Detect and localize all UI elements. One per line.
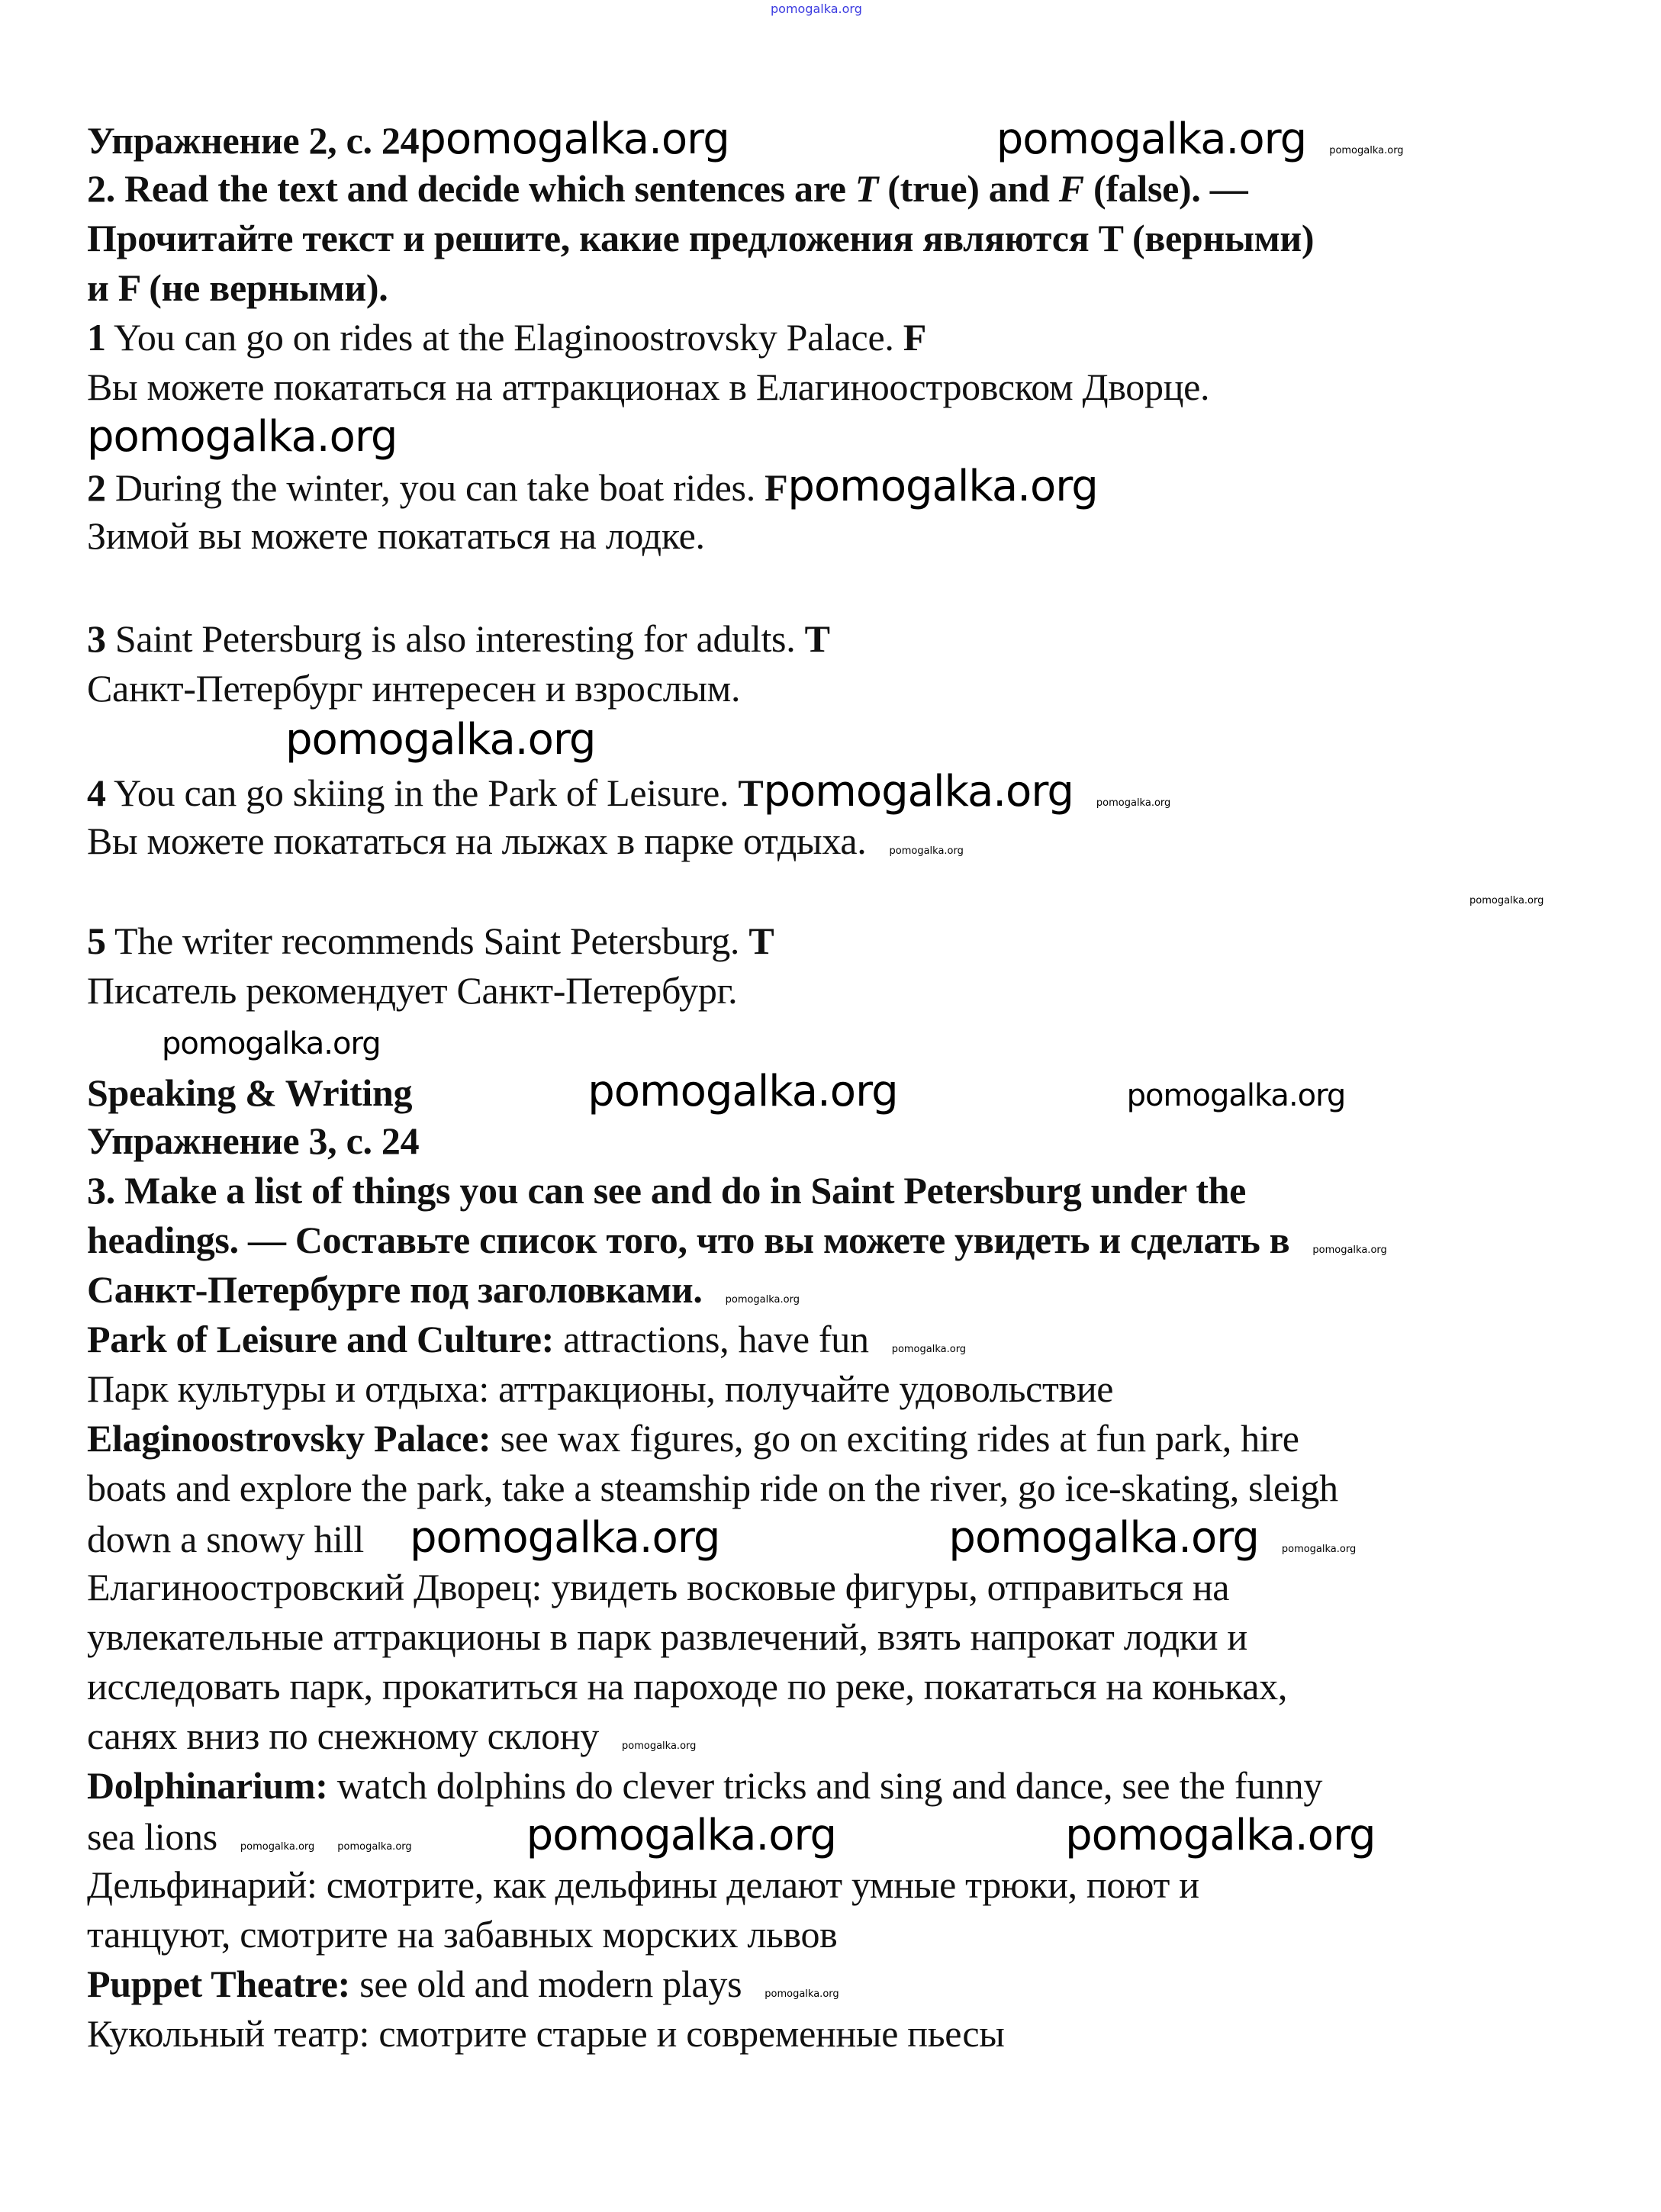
exercise-2-header: Упражнение 2, с. 24 bbox=[87, 119, 420, 162]
watermark-line bbox=[87, 412, 397, 462]
watermark-line bbox=[162, 1016, 381, 1066]
dolphinarium-translation: танцуют, смотрите на забавных морских львов bbox=[87, 1913, 838, 1956]
park-answer: Park of Leisure and Culture: attractions, have fun pomogalka.org bbox=[87, 1318, 967, 1360]
watermark: pomogalka.org bbox=[337, 1841, 412, 1853]
exercise-3-task: headings. — Составьте список того, что вы можете увидеть и сделать в pomogalka.org bbox=[87, 1219, 1387, 1261]
palace-translation: Елагиноостровский Дворец: увидеть восковые фигуры, отправиться на bbox=[87, 1566, 1230, 1608]
watermark: pomogalka.org bbox=[409, 1513, 720, 1563]
watermark: pomogalka.org bbox=[240, 1841, 315, 1853]
watermark: pomogalka.org bbox=[419, 114, 729, 164]
exercise-3-header: Упражнение 3, с. 24 bbox=[87, 1119, 420, 1162]
watermark: pomogalka.org bbox=[765, 1988, 839, 2000]
watermark: pomogalka.org bbox=[996, 114, 1307, 164]
statement-4-translation: Вы можете покататься на лыжах в парке отдыха. pomogalka.org bbox=[87, 819, 964, 862]
exercise-3-task: 3. Make a list of things you can see and do in Saint Petersburg under the bbox=[87, 1169, 1246, 1212]
watermark: pomogalka.org bbox=[587, 1067, 898, 1116]
watermark: pomogalka.org bbox=[725, 1294, 800, 1306]
statement-1: 1 You can go on rides at the Elaginoostrovsky Palace. F bbox=[87, 316, 926, 359]
statement-5: 5 The writer recommends Saint Petersburg. T bbox=[87, 919, 774, 962]
watermark: pomogalka.org bbox=[1329, 145, 1404, 156]
section-heading-line bbox=[87, 1067, 1345, 1116]
watermark: pomogalka.org bbox=[1096, 797, 1171, 809]
statement-4: 4 You can go skiing in the Park of Leisure. Tpomogalka.org pomogalka.org bbox=[87, 767, 1171, 816]
puppet-answer: Puppet Theatre: see old and modern plays pomogalka.org bbox=[87, 1962, 839, 2005]
watermark: pomogalka.org bbox=[622, 1740, 697, 1752]
dolphinarium-answer: Dolphinarium: watch dolphins do clever tricks and sing and dance, see the funny bbox=[87, 1764, 1323, 1807]
exercise-3-task: Санкт-Петербурге под заголовками. pomogalka.org bbox=[87, 1268, 800, 1311]
watermark: pomogalka.org bbox=[1469, 895, 1544, 906]
watermark: pomogalka.org bbox=[1312, 1244, 1387, 1256]
watermark: pomogalka.org bbox=[948, 1513, 1259, 1563]
dolphinarium-answer: sea lions pomogalka.org pomogalka.org pomogalka.org pomogalka.org bbox=[87, 1811, 1376, 1860]
statement-3: 3 Saint Petersburg is also interesting for adults. T bbox=[87, 617, 830, 660]
watermark: pomogalka.org bbox=[771, 2, 862, 16]
watermark: pomogalka.org bbox=[763, 767, 1074, 816]
statement-1-translation: Вы можете покататься на аттракционах в Елагиноостровском Дворце. bbox=[87, 365, 1210, 408]
statement-5-translation: Писатель рекомендует Санкт-Петербург. bbox=[87, 969, 738, 1012]
statement-3-translation: Санкт-Петербург интересен и взрослым. bbox=[87, 667, 741, 710]
watermark: pomogalka.org bbox=[162, 1026, 381, 1061]
watermark: pomogalka.org bbox=[1065, 1811, 1376, 1860]
palace-translation: увлекательные аттракционы в парк развлечений, взять напрокат лодки и bbox=[87, 1615, 1247, 1658]
puppet-translation: Кукольный театр: смотрите старые и современные пьесы bbox=[87, 2012, 1005, 2055]
watermark: pomogalka.org bbox=[889, 845, 964, 857]
exercise-2-task-en: 2. Read the text and decide which sentences are T (true) and F (false). — bbox=[87, 167, 1248, 210]
statement-2-translation: Зимой вы можете покататься на лодке. bbox=[87, 514, 705, 557]
palace-translation: исследовать парк, прокатиться на пароходе по реке, покататься на коньках, bbox=[87, 1665, 1288, 1708]
watermark: pomogalka.org bbox=[891, 1344, 967, 1355]
palace-answer: boats and explore the park, take a steamship ride on the river, go ice-skating, sleigh bbox=[87, 1467, 1338, 1509]
exercise-2-task-ru: Прочитайте текст и решите, какие предложения являются T (верными) bbox=[87, 217, 1315, 259]
watermark: pomogalka.org bbox=[285, 715, 596, 765]
statement-2: 2 During the winter, you can take boat rides. Fpomogalka.org bbox=[87, 462, 1098, 511]
watermark-line bbox=[285, 715, 595, 765]
watermark: pomogalka.org bbox=[526, 1811, 837, 1860]
section-heading: Speaking & Writing bbox=[87, 1071, 413, 1114]
exercise-2-header-line bbox=[87, 114, 1404, 164]
watermark-line bbox=[1469, 866, 1544, 916]
park-translation: Парк культуры и отдыха: аттракционы, получайте удовольствие bbox=[87, 1367, 1114, 1410]
watermark: pomogalka.org bbox=[1126, 1078, 1346, 1113]
palace-answer: down a snowy hill pomogalka.org pomogalka.org pomogalka.org bbox=[87, 1513, 1357, 1563]
watermark: pomogalka.org bbox=[1281, 1544, 1357, 1555]
exercise-2-task-ru: и F (не верными). bbox=[87, 266, 388, 309]
palace-translation: санях вниз по снежному склону pomogalka.org bbox=[87, 1715, 697, 1757]
dolphinarium-translation: Дельфинарий: смотрите, как дельфины делают умные трюки, поют и bbox=[87, 1863, 1199, 1906]
palace-answer: Elaginoostrovsky Palace: see wax figures, go on exciting rides at fun park, hire bbox=[87, 1417, 1299, 1460]
watermark: pomogalka.org bbox=[787, 462, 1098, 511]
watermark: pomogalka.org bbox=[87, 412, 398, 462]
